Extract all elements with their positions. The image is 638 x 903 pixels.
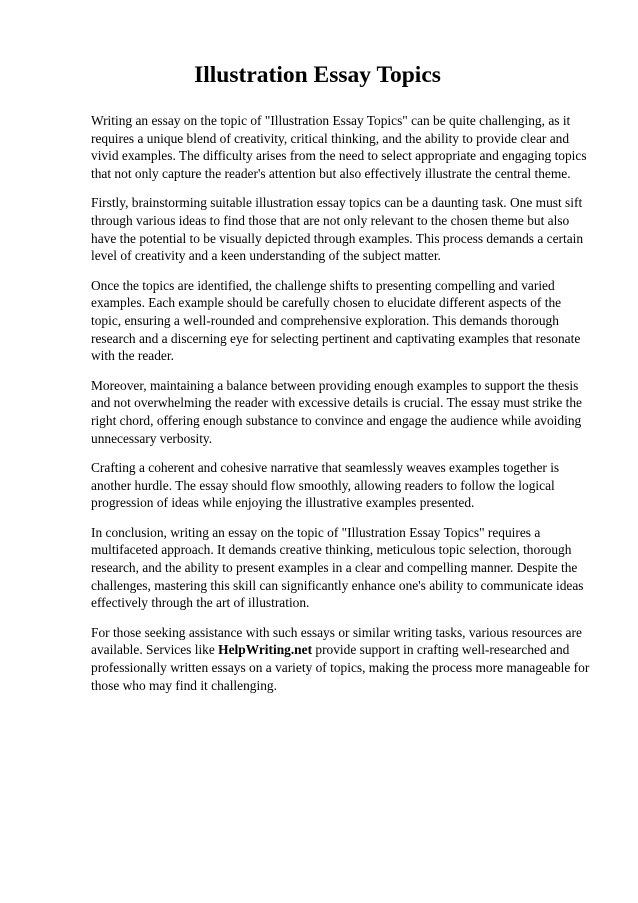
paragraph-narrative: Crafting a coherent and cohesive narrative that seamlessly weaves examples together is another hurdle. The essay should flow smoothly, allowing readers to follow the logical progression of ideas while enjoying the illustrative examples presented. bbox=[91, 460, 560, 511]
closing-text-after: provide support in crafting well-researched and professionally written essays on a variety of topics, making the process more manageable for those who may find it challenging. bbox=[91, 642, 590, 693]
paragraph-intro: Writing an essay on the topic of "Illustration Essay Topics" can be quite challenging, as it requires a unique blend of creativity, critical thinking, and the ability to provide clear and vivid examples. The difficulty arises from the need to select appropriate and engaging topics that not only capture the reader's attention but also effectively illustrate the central theme. bbox=[91, 113, 587, 181]
paragraph-balance: Moreover, maintaining a balance between providing enough examples to support the thesis and not overwhelming the reader with excessive details is crucial. The essay must strike the right chord, offering enough substance to convince and engage the audience while avoiding unnecessary verbosity. bbox=[91, 377, 582, 446]
document-title: Illustration Essay Topics bbox=[194, 62, 441, 88]
paragraph-examples: Once the topics are identified, the challenge shifts to presenting compelling and varied examples. Each example should be carefully chosen to elucidate different aspects of the topic, ensuring a well-rounded and comprehensive exploration. This demands thorough research and a discerning eye for selecting pertinent and captivating examples that resonate with the reader. bbox=[91, 277, 581, 364]
helpwriting-brand: HelpWriting.net bbox=[218, 642, 313, 658]
paragraph-closing bbox=[91, 624, 592, 694]
paragraph-conclusion: In conclusion, writing an essay on the topic of "Illustration Essay Topics" requires a multifaceted approach. It demands creative thinking, meticulous topic selection, thorough research, and the ability to present examples in a clear and compelling manner. Despite the challenges, mastering this skill can significantly enhance one's ability to communicate ideas effectively through the art of illustration. bbox=[91, 524, 584, 611]
closing-text-before: For those seeking assistance with such essays or similar writing tasks, various resources are available. Services like bbox=[91, 624, 582, 658]
paragraph-brainstorming: Firstly, brainstorming suitable illustration essay topics can be a daunting task. One must sift through various ideas to find those that are not only relevant to the chosen theme but also have the potential to be visually depicted through examples. This process demands a certain level of creativity and a keen understanding of the subject matter. bbox=[91, 195, 584, 264]
